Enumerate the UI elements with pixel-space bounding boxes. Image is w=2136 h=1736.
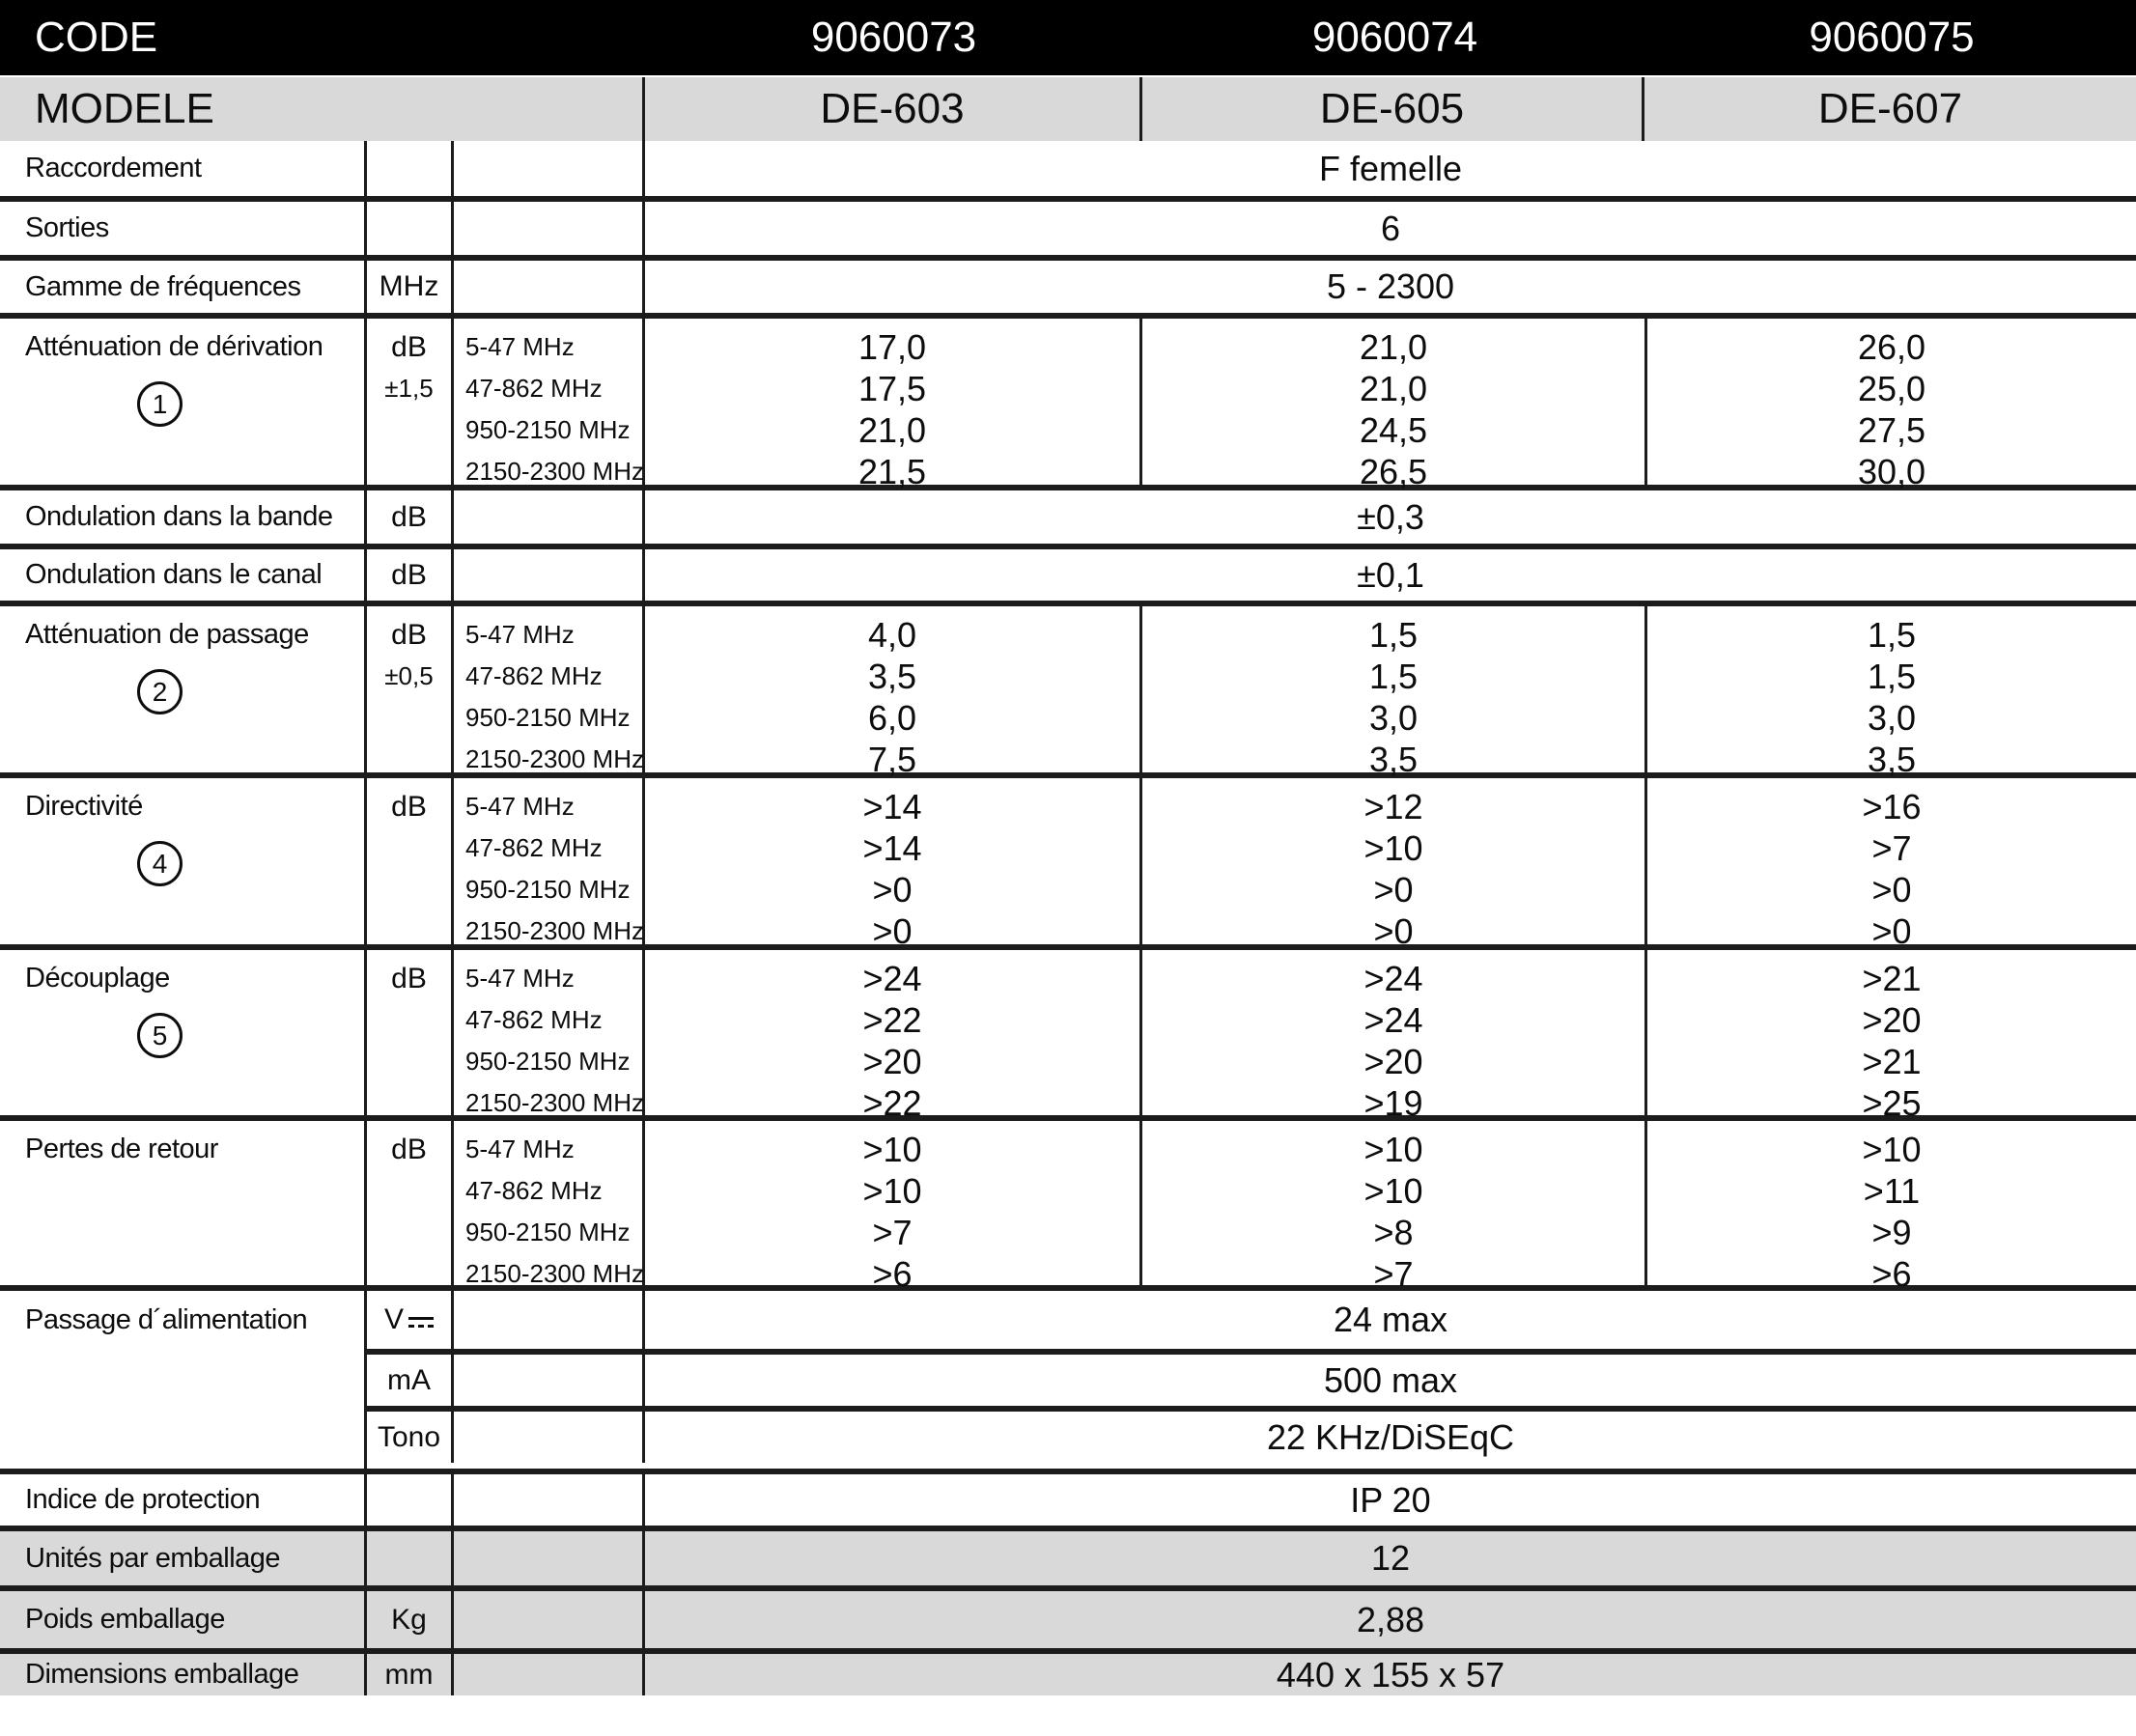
band-cell-empty [454,1291,645,1349]
code-9060075: 9060075 [1809,14,1975,61]
values-de607: >16 >7 >0 >0 [1862,787,1922,951]
row-attenuation-passage [0,606,2136,779]
note-circle-2: 2 [137,669,183,714]
values-de607: >21 >20 >21 >25 [1862,959,1922,1123]
values-de603: 17,0 17,5 21,0 21,5 [645,319,1142,485]
band-list: 5-47 MHz 47-862 MHz 950-2150 MHz 2150-2300 MHz [454,950,645,1115]
tolerance: ±1,5 [384,374,434,403]
spec-label: Gamme de fréquences [25,270,301,302]
dc-symbol [408,1317,434,1328]
alimentation-subrows [367,1291,2136,1469]
values-de603: >24 >22 >20 >22 [645,950,1142,1115]
row-sorties [0,202,2136,255]
subrow-ma [367,1355,2136,1406]
spec-label: Sorties [25,212,109,243]
band-list: 5-47 MHz 47-862 MHz 950-2150 MHz 2150-2300 MHz [454,319,645,485]
spec-label: Poids emballage [25,1604,225,1635]
band-cell-empty [454,1412,645,1463]
unit-db: dB [391,963,427,994]
spec-label: Atténuation de dérivation [25,331,323,362]
unit-cell-empty [367,202,454,255]
row-poids-emballage [0,1591,2136,1648]
unit-cell-volt: V [367,1291,454,1349]
spec-label: Passage d´alimentation [25,1304,308,1335]
value-ondulation-bande: ±0,3 [1357,496,1424,537]
unit-cell [367,950,454,1115]
value-raccordement: F femelle [1318,148,1463,188]
unit-cell [367,319,454,485]
spec-label: Pertes de retour [25,1134,218,1164]
unit-cell: mm [367,1654,454,1695]
values-de605: >24 >24 >20 >19 [1142,950,1647,1115]
band-cell-empty [454,1591,645,1648]
value-sorties: 6 [1380,208,1401,248]
band-cell-empty [454,1474,645,1526]
model-de603: DE-603 [645,77,1142,141]
values-de605: >10 >10 >8 >7 [1142,1121,1647,1285]
note-circle-1: 1 [137,381,183,427]
values-de607: 1,5 1,5 3,0 3,5 [1867,615,1917,779]
spec-label: Raccordement [25,153,202,183]
value-tono: 22 KHz/DiSEqC [1266,1416,1515,1457]
band-cell-empty [454,202,645,255]
row-attenuation-derivation [0,319,2136,491]
model-header-row [0,77,2136,141]
row-passage-alimentation [0,1291,2136,1469]
band-cell-empty [454,261,645,313]
band-list: 5-47 MHz 47-862 MHz 950-2150 MHz 2150-2300 MHz [454,778,645,944]
unit-cell-ma: mA [367,1355,454,1406]
code-9060073: 9060073 [810,14,977,61]
band-cell-empty [454,1355,645,1406]
unit-cell [367,606,454,772]
band-cell-empty [454,490,645,544]
values-de607: >10 >11 >9 >6 [1862,1130,1922,1294]
values-de603: >14 >14 >0 >0 [645,778,1142,944]
values-de603: >10 >10 >7 >6 [645,1121,1142,1285]
row-pertes-retour [0,1121,2136,1294]
value-poids: 2,88 [1356,1599,1425,1639]
spec-label: Ondulation dans le canal [25,559,323,590]
model-de607: DE-607 [1817,85,1963,132]
row-decouplage [0,950,2136,1123]
spec-label: Indice de protection [25,1484,261,1515]
band-list: 5-47 MHz 47-862 MHz 950-2150 MHz 2150-2300 MHz [454,606,645,772]
unit-db: dB [391,619,427,651]
spec-label: Ondulation dans la bande [25,501,333,532]
unit-cell [367,778,454,944]
band-list: 5-47 MHz 47-862 MHz 950-2150 MHz 2150-2300 MHz [454,1121,645,1285]
unit-cell: dB [367,490,454,544]
values-de603: 4,0 3,5 6,0 7,5 [645,606,1142,772]
unit-db: dB [391,1134,427,1165]
value-dimensions: 440 x 155 x 57 [1276,1654,1505,1694]
unit-db: dB [391,791,427,823]
values-de607: 26,0 25,0 27,5 30,0 [1857,327,1926,491]
values-de605: 21,0 21,0 24,5 26,5 [1142,319,1647,485]
row-indice-protection [0,1474,2136,1526]
model-header-label: MODELE [0,77,645,141]
code-header-label: CODE [35,14,158,61]
value-ma: 500 max [1323,1359,1458,1400]
unit-cell: Kg [367,1591,454,1648]
unit-cell-empty [367,1474,454,1526]
spec-label: Dimensions emballage [25,1659,299,1690]
row-ondulation-bande [0,490,2136,544]
subrow-volt [367,1291,2136,1349]
unit-cell: MHz [367,261,454,313]
values-de605: >12 >10 >0 >0 [1142,778,1647,944]
code-9060074: 9060074 [1311,14,1478,61]
value-indice: IP 20 [1350,1479,1431,1520]
note-circle-4: 4 [137,841,183,886]
value-volt: 24 max [1333,1300,1448,1339]
unit-cell-empty [367,141,454,196]
model-de605: DE-605 [1142,77,1644,141]
spec-label: Atténuation de passage [25,619,309,650]
row-dimensions-emballage [0,1654,2136,1695]
value-ondulation-canal: ±0,1 [1357,554,1424,595]
value-unites: 12 [1370,1538,1411,1578]
unit-db: dB [391,331,427,363]
note-circle-5: 5 [137,1013,183,1058]
row-gamme-frequences [0,261,2136,313]
spec-label: Découplage [25,963,170,994]
band-cell-empty [454,141,645,196]
code-header-row [0,0,2136,75]
values-de605: 1,5 1,5 3,0 3,5 [1142,606,1647,772]
row-raccordement [0,141,2136,196]
unit-cell: dB [367,549,454,601]
subrow-tono [367,1412,2136,1463]
spec-label: Unités par emballage [25,1542,281,1574]
unit-cell-empty [367,1531,454,1585]
value-gamme: 5 - 2300 [1326,266,1455,306]
band-cell-empty [454,1531,645,1585]
row-directivite [0,778,2136,951]
unit-cell [367,1121,454,1285]
band-cell-empty [454,1654,645,1695]
row-unites-emballage [0,1531,2136,1585]
band-cell-empty [454,549,645,601]
row-ondulation-canal [0,549,2136,601]
unit-cell-tono: Tono [367,1412,454,1463]
tolerance: ±0,5 [384,661,434,690]
spec-label: Directivité [25,791,143,822]
